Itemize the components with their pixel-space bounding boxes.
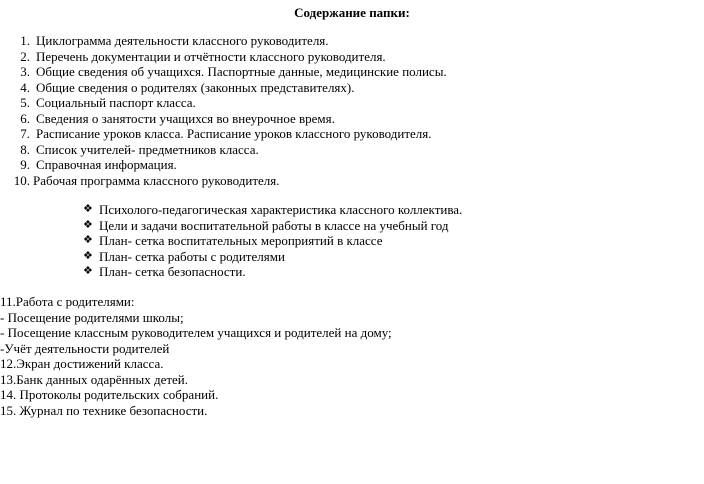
diamond-bullet-icon: ❖ [83, 265, 93, 278]
item-number: 1. [20, 33, 30, 48]
diamond-bullet-icon: ❖ [83, 249, 93, 262]
item-number: 7. [20, 126, 30, 141]
item-text: Рабочая программа классного руководителя. [33, 172, 280, 188]
item-number: 10. [13, 172, 30, 188]
bullet-item [83, 202, 462, 218]
page-title: Содержание папки: [294, 5, 410, 20]
text-line: - Посещение родителями школы; [0, 309, 184, 325]
item-number: 9. [20, 157, 30, 172]
bullet-item [83, 249, 462, 265]
text-line: 13.Банк данных одарённых детей. [0, 371, 189, 387]
item-text: Общие сведения об учащихся. Паспортные данные, медицинские полисы. [36, 64, 447, 79]
diamond-bullet-icon: ❖ [83, 218, 93, 231]
text-line: 15. Журнал по технике безопасности. [0, 402, 208, 418]
item-text: Расписание уроков класса. Расписание уроков классного руководителя. [36, 126, 432, 141]
bullet-item [83, 218, 462, 234]
item-text: Общие сведения о родителях (законных представителях). [36, 79, 355, 95]
text-line: 11.Работа с родителями: [0, 294, 135, 309]
sub-bullet-list [83, 202, 462, 280]
item-text: Справочная информация. [36, 157, 177, 172]
text-line: 14. Протоколы родительских собраний. [0, 387, 219, 402]
text-line: 12.Экран достижений класса. [0, 356, 164, 371]
diamond-bullet-icon: ❖ [83, 234, 93, 247]
text-line: -Учёт деятельности родителей [0, 340, 170, 356]
item-number: 2. [20, 48, 30, 64]
item-text: Перечень документации и отчётности классного руководителя. [36, 48, 386, 64]
item-number: 4. [20, 79, 30, 95]
bullet-item [83, 264, 462, 280]
bullet-text: План- сетка безопасности. [99, 264, 246, 280]
text-line: - Посещение классным руководителем учащихся и родителей на дому; [0, 325, 392, 340]
diamond-bullet-icon: ❖ [83, 203, 93, 216]
item-number: 3. [20, 64, 30, 79]
bullet-text: Цели и задачи воспитательной работы в классе на учебный год [99, 217, 449, 233]
bullet-item [83, 233, 462, 249]
item-text: Список учителей- предметников класса. [36, 141, 259, 157]
bullet-text: План- сетка воспитательных мероприятий в классе [99, 233, 383, 249]
bullet-text: Психолого-педагогическая характеристика классного коллектива. [99, 202, 463, 218]
item-text: Социальный паспорт класса. [36, 95, 196, 110]
item-text: Циклограмма деятельности классного руководителя. [36, 33, 329, 48]
lower-list [0, 294, 392, 418]
item-number: 8. [20, 141, 30, 157]
bullet-text: План- сетка работы с родителями [99, 248, 285, 264]
item-number: 5. [20, 95, 30, 110]
item-number: 6. [20, 110, 30, 126]
item-text: Сведения о занятости учащихся во внеурочное время. [36, 110, 335, 126]
